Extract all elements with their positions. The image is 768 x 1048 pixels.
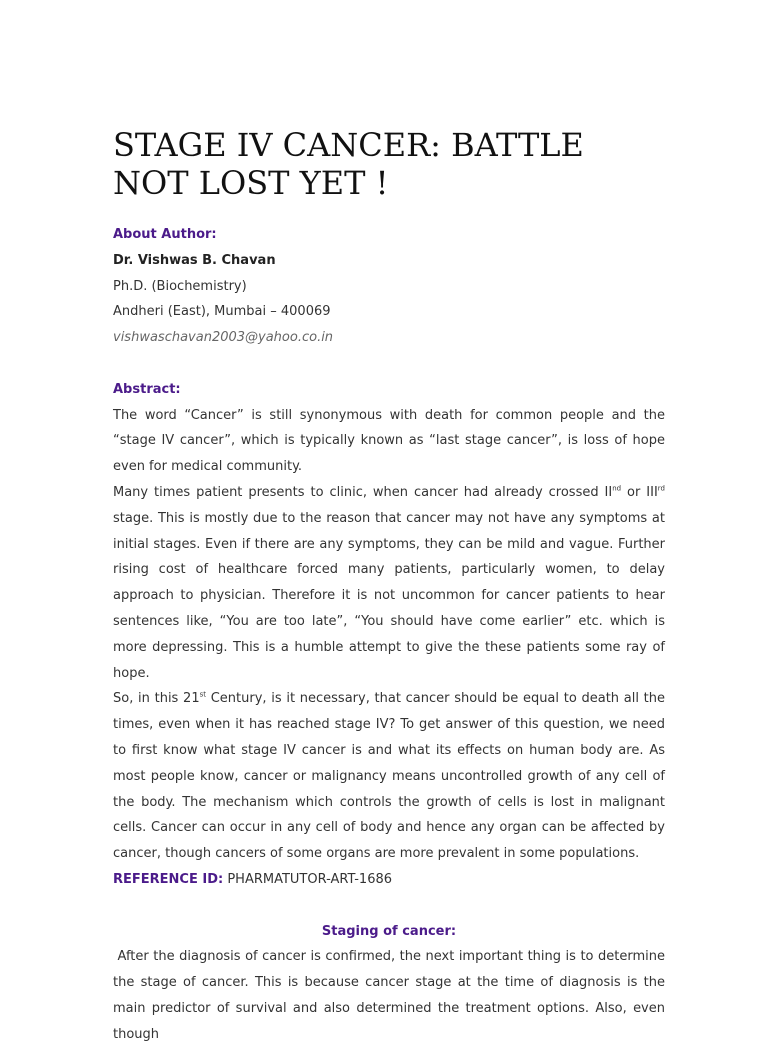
author-email-link[interactable]: vishwaschavan2003@yahoo.co.in <box>113 330 334 346</box>
superscript-nd: nd <box>612 484 622 493</box>
author-degree: Ph.D. (Biochemistry) <box>113 278 247 294</box>
abstract-p2-text-c: stage. This is mostly due to the reason that cancer may not have any symptoms at initial stages. Even if there are any symptoms, they can be mild and vague. Further rising cost of healthcare forced many patients, particularly women, to delay approach to physician. Therefore it is not uncommon for cancer patients to hear sentences like, “You are too late”, “You should have come earlier” etc. which is more depressing. This is a humble attempt to give the these patients some ray of hope. <box>113 510 665 681</box>
abstract-p3-text-a: So, in this 21 <box>113 691 200 707</box>
reference-value: PHARMATUTOR-ART-1686 <box>223 871 393 887</box>
document-page <box>113 126 665 1048</box>
spacer <box>113 893 665 919</box>
abstract-p3-text-b: Century, is it necessary, that cancer should be equal to death all the times, even when it has reached stage IV? To get answer of this question, we need to first know what stage IV cancer is and what its effects on human body are. As most people know, cancer or malignancy means uncontrolled growth of any cell of the body. The mechanism which controls the growth of cells is lost in malignant cells. Cancer can occur in any cell of body and hence any organ can be affected by cancer, though cancers of some organs are more prevalent in some populations. <box>113 691 665 862</box>
staging-paragraph-1: After the diagnosis of cancer is confirmed, the next important thing is to determine the stage of cancer. This is because cancer stage at the time of diagnosis is the main predictor of survival and also determined the treatment options. Also, even though <box>113 949 665 1042</box>
author-heading: About Author: <box>113 227 217 242</box>
author-name: Dr. Vishwas B. Chavan <box>113 252 276 268</box>
abstract-paragraph-2 <box>113 480 665 686</box>
superscript-st: st <box>199 691 206 700</box>
abstract-heading: Abstract: <box>113 381 181 397</box>
reference-label: REFERENCE ID: <box>113 871 224 887</box>
spacer <box>113 351 665 377</box>
abstract-paragraph-3 <box>113 686 665 867</box>
abstract-p2-text-b: or III <box>621 484 658 500</box>
author-location: Andheri (East), Mumbai – 400069 <box>113 304 331 320</box>
reference-line <box>113 867 665 893</box>
superscript-rd: rd <box>657 484 665 493</box>
abstract-p2-text-a: Many times patient presents to clinic, when cancer had already crossed II <box>113 484 613 500</box>
staging-heading: Staging of cancer: <box>321 923 457 939</box>
article-title: STAGE IV CANCER: BATTLE NOT LOST YET ! <box>113 126 584 202</box>
abstract-paragraph-1: The word “Cancer” is still synonymous with death for common people and the “stage IV cancer”, which is typically known as “last stage cancer”, is loss of hope even for medical community. <box>113 407 665 475</box>
